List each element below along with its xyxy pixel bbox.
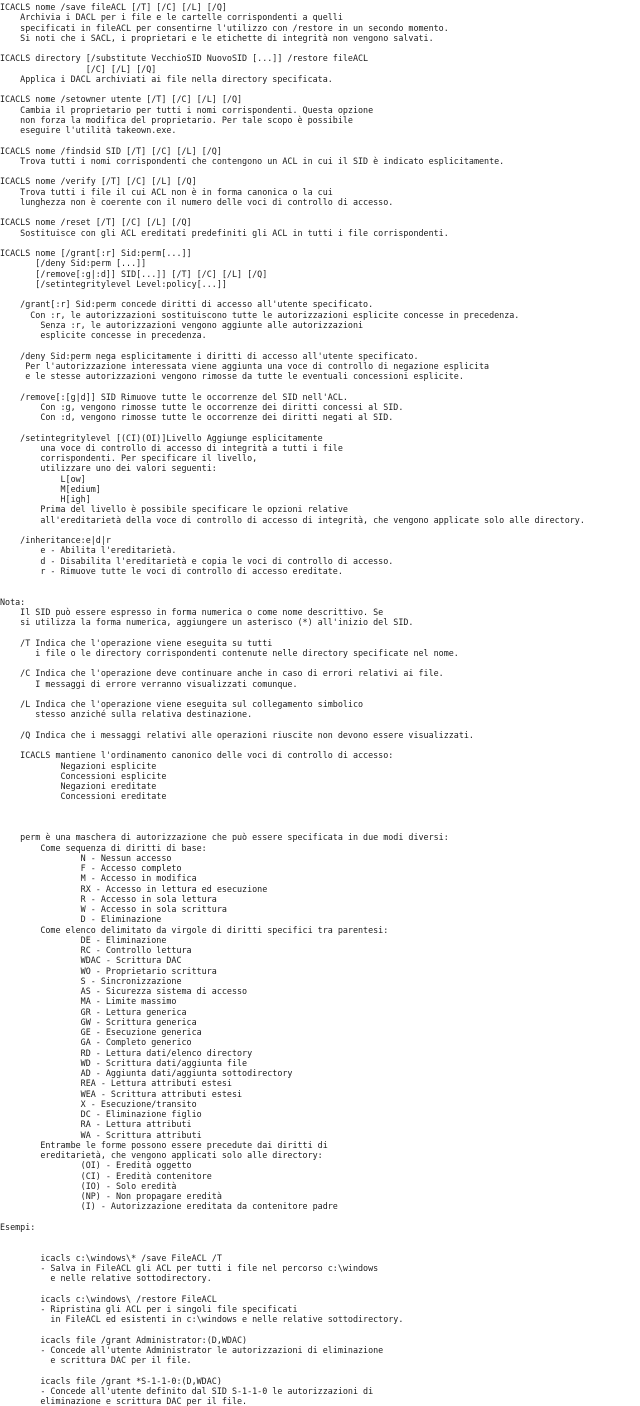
console-line: i file o le directory corrispondenti contenute nelle directory specificate nel nome. [0,647,459,658]
console-line: e scrittura DAC per il file. [0,1355,192,1365]
console-line: [/setintegritylevel Level:policy[...]] [0,278,227,289]
console-line: F - Accesso completo [0,863,182,873]
console-line: icacls c:\windows\ /restore FileACL [0,1293,217,1304]
console-line: ICACLS nome [/grant[:r] Sid:perm[...]] [0,248,192,258]
console-line: e nelle relative sottodirectory. [0,1273,212,1283]
console-line: H[igh] [0,494,91,504]
console-line: icacls c:\windows\* /save FileACL /T [0,1252,222,1263]
console-line: d - Disabilita l'ereditarietà e copia le voci di controllo di accesso. [0,555,394,566]
console-line: e le stesse autorizzazioni vengono rimosse da tutte le eventuali concessioni esplicite. [0,371,464,381]
console-line: ICACLS directory [/substitute VecchioSID NuovoSID [...]] /restore fileACL [0,53,369,64]
console-line: Sostituisce con gli ACL ereditati predefiniti gli ACL in tutti i file corrispondenti. [0,227,449,238]
console-line: GE - Esecuzione generica [0,1027,202,1037]
console-line: stesso anziché sulla relativa destinazione. [0,709,253,720]
console-line: (IO) - Solo eredità [0,1180,177,1191]
console-line: - Ripristina gli ACL per i singoli file specificati [0,1303,298,1314]
console-line: utilizzare uno dei valori seguenti: [0,463,217,474]
console-line: Negazioni ereditate [0,781,157,791]
console-line: REA - Lettura attributi estesi [0,1078,232,1089]
console-line: RC - Controllo lettura [0,945,192,955]
console-line: ICACLS mantiene l'ordinamento canonico delle voci di controllo di accesso: [0,750,394,761]
console-line: WD - Scrittura dati/aggiunta file [0,1057,248,1068]
console-line: ICACLS nome /reset [/T] [/C] [/L] [/Q] [0,217,192,228]
console-line: RX - Accesso in lettura ed esecuzione [0,883,268,894]
console-line: Come sequenza di diritti di base: [0,842,207,853]
console-line: M[edium] [0,483,101,494]
console-line: icacls file /grant Administrator:(D,WDAC) [0,1334,248,1345]
console-line: Il SID può essere espresso in forma numerica o come nome descrittivo. Se [0,606,384,617]
console-line: Nota: [0,596,26,607]
console-line: eseguire l'utilità takeown.exe. [0,125,177,135]
console-line: WEA - Scrittura attributi estesi [0,1088,243,1099]
console-line: corrispondenti. Per specificare il livello, [0,453,258,463]
console-line: [/remove[:g|:d]] SID[...]] [/T] [/C] [/L] [/Q] [0,268,268,279]
console-line: MA - Limite massimo [0,996,177,1007]
console-line: WO - Proprietario scrittura [0,965,217,976]
console-line: Concessioni ereditate [0,791,167,802]
console-line: Con :g, vengono rimosse tutte le occorrenze dei diritti concessi al SID. [0,401,404,412]
console-line: ICACLS nome /verify [/T] [/C] [/L] [/Q] [0,176,197,187]
console-line: D - Eliminazione [0,914,162,925]
console-line: e - Abilita l'ereditarietà. [0,545,177,556]
console-line: icacls file /grant *S-1-1-0:(D,WDAC) [0,1375,222,1386]
console-line: RA - Lettura attributi [0,1119,192,1130]
console-line: esplicite concesse in precedenza. [0,330,207,340]
console-line: Esempi: [0,1221,36,1232]
console-line: Come elenco delimitato da virgole di diritti specifici tra parentesi: [0,924,389,935]
console-line: /C Indica che l'operazione deve continuare anche in caso di errori relativi ai file. [0,668,444,679]
console-line: in FileACL ed esistenti in c:\windows e nelle relative sottodirectory. [0,1314,404,1324]
console-line: Si noti che i SACL, i proprietari e le etichette di integrità non vengono salvati. [0,32,434,43]
console-line: Senza :r, le autorizzazioni vengono aggiunte alle autorizzazioni [0,319,364,330]
console-line: una voce di controllo di accesso di integrità a tutti i file [0,442,343,453]
console-line: GR - Lettura generica [0,1006,187,1017]
console-line: Concessioni esplicite [0,770,167,781]
console-line: AD - Aggiunta dati/aggiunta sottodirectory [0,1068,293,1078]
console-line: /Q Indica che i messaggi relativi alle operazioni riuscite non devono essere visualizzati. [0,729,474,740]
console-line: Entrambe le forme possono essere precedute dai diritti di [0,1139,328,1150]
console-line: all'ereditarietà della voce di controllo di accesso di integrità, che vengono applicate solo alle directory. [0,514,585,525]
console-line: W - Accesso in sola scrittura [0,904,227,914]
console-line: M - Accesso in modifica [0,873,197,884]
console-line: perm è una maschera di autorizzazione che può essere specificata in due modi diversi: [0,832,449,843]
console-line: Applica i DACL archiviati ai file nella directory specificata. [0,73,333,84]
console-line: ICACLS nome /setowner utente [/T] [/C] [/L] [/Q] [0,94,243,105]
console-line: (CI) - Eredità contenitore [0,1170,212,1181]
console-line: - Concede all'utente definito dal SID S-1-1-0 le autorizzazioni di [0,1385,374,1396]
console-line: R - Accesso in sola lettura [0,893,217,904]
console-line: - Salva in FileACL gli ACL per tutti i file nel percorso c:\windows [0,1262,379,1273]
console-line: N - Nessun accesso [0,852,172,863]
console-line: /setintegritylevel [(CI)(OI)]Livello Aggiunge esplicitamente [0,432,323,443]
console-line: DE - Eliminazione [0,934,167,945]
console-line: ICACLS nome /findsid SID [/T] [/C] [/L] [/Q] [0,145,222,156]
console-line: AS - Sicurezza sistema di accesso [0,986,248,996]
console-line: L[ow] [0,473,86,484]
console-line: (OI) - Eredità oggetto [0,1160,192,1171]
console-line: non forza la modifica del proprietario. Per tale scopo è possibile [0,114,353,125]
console-line: GW - Scrittura generica [0,1016,197,1027]
console-line: (NP) - Non propagare eredità [0,1191,222,1201]
console-line: - Concede all'utente Administrator le autorizzazioni di eliminazione [0,1344,384,1355]
console-line: lunghezza non è coerente con il numero delle voci di controllo di accesso. [0,196,394,207]
console-line: r - Rimuove tutte le voci di controllo di accesso ereditate. [0,565,343,576]
console-line: WDAC - Scrittura DAC [0,955,182,966]
console-line: Con :d, vengono rimosse tutte le occorrenze dei diritti negati al SID. [0,412,394,422]
console-line: (I) - Autorizzazione ereditata da contenitore padre [0,1201,338,1212]
console-line: X - Esecuzione/transito [0,1098,197,1109]
console-line: Archivia i DACL per i file e le cartelle corrispondenti a quelli [0,12,343,23]
console-line: ICACLS nome /save fileACL [/T] [/C] [/L] [/Q] [0,2,227,12]
console-line: Prima del livello è possibile specificare le opzioni relative [0,504,348,515]
console-line: RD - Lettura dati/elenco directory [0,1047,253,1058]
console-line: Cambia il proprietario per tutti i nomi corrispondenti. Questa opzione [0,104,374,115]
console-line: /L Indica che l'operazione viene eseguita sul collegamento simbolico [0,699,364,709]
console-line: Per l'autorizzazione interessata viene aggiunta una voce di controllo di negazione esplicita [0,360,490,371]
console-line: Trova tutti i nomi corrispondenti che contengono un ACL in cui il SID è indicato esplicitamente. [0,155,505,166]
console-line: I messaggi di errore verranno visualizzati comunque. [0,678,298,689]
console-line: /T Indica che l'operazione viene eseguita su tutti [0,637,273,648]
console-line: /grant[:r] Sid:perm concede diritti di accesso all'utente specificato. [0,299,374,310]
console-line: /deny Sid:perm nega esplicitamente i diritti di accesso all'utente specificato. [0,350,419,361]
console-line: specificati in fileACL per consentirne l'utilizzo con /restore in un secondo momento. [0,22,449,33]
console-line: /inheritance:e|d|r [0,535,111,545]
console-line: [/deny Sid:perm [...]] [0,258,147,269]
console-line: /remove[:[g|d]] SID Rimuove tutte le occorrenze del SID nell'ACL. [0,391,348,402]
console-line: Trova tutti i file il cui ACL non è in forma canonica o la cui [0,186,333,197]
console-line: S - Sincronizzazione [0,975,182,986]
console-line: WA - Scrittura attributi [0,1129,202,1140]
console-line: ereditarietà, che vengono applicati solo alle directory: [0,1150,323,1160]
console-line: si utilizza la forma numerica, aggiungere un asterisco (*) all'inizio del SID. [0,617,414,627]
console-line: DC - Eliminazione figlio [0,1109,202,1119]
console-line: Con :r, le autorizzazioni sostituiscono tutte le autorizzazioni esplicite concesse in precedenza. [0,309,520,320]
console-line: [/C] [/L] [/Q] [0,63,157,74]
console-line: eliminazione e scrittura DAC per il file. [0,1396,248,1406]
console-line: Negazioni esplicite [0,760,157,771]
console-line: GA - Completo generico [0,1037,192,1048]
